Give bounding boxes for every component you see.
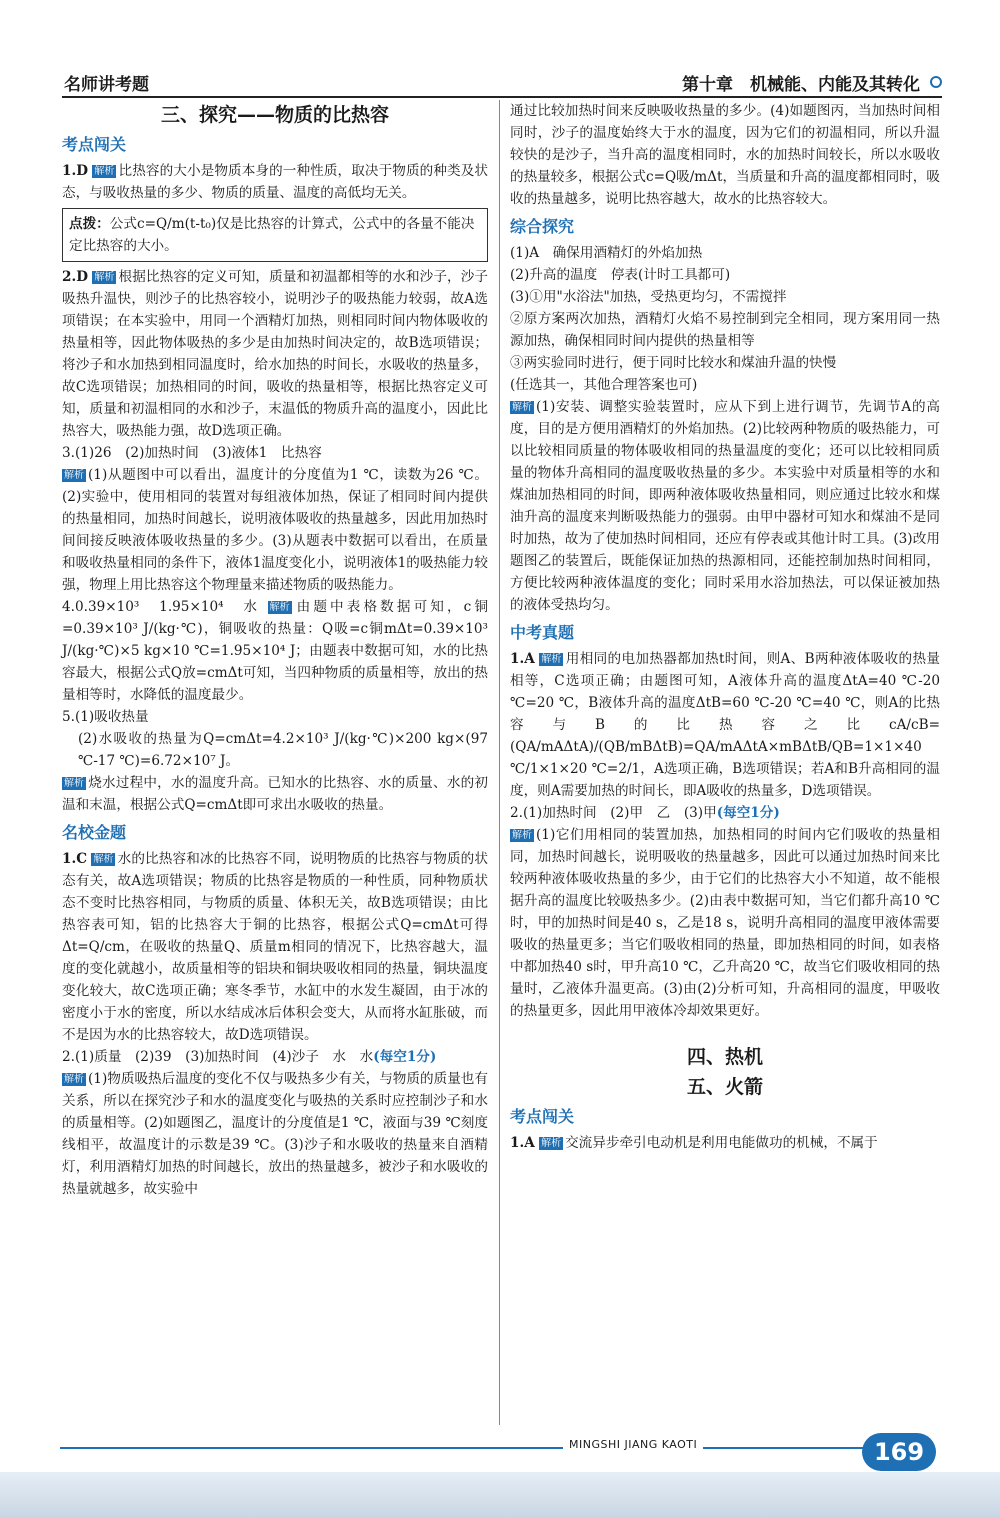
answer-item <box>62 596 488 706</box>
spacer <box>510 1022 940 1042</box>
answer-text: 水的比热容和冰的比热容不同，说明物质的比热容与物质的状态有关，故A选项错误；物质的比热容是物质的一种性质，同种物质状态不变时比热容相同，与物质的质量、体积无关，故B选项错误；由比热容表可知，铝的比热容大于铜的比热容，根据公式Q=cmΔt可得Δt=Q/cm，在吸收的热量Q、质量m相同的情况下，比热容越大，温度的变化就越小，故质量相等的铝块和铜块吸收相同的热量，铜块温度变化较大，故C选项正确；寒冬季节，水缸中的水发生凝固，由于冰的密度小于水的密度，所以水结成冰后体积会变大，从而将水缸胀破，而不是因为水的比热容较大，故D选项错误。 <box>62 851 488 1043</box>
answer-item: ③两实验同时进行，便于同时比较水和煤油升温的快慢 <box>510 355 837 371</box>
answer-item <box>510 1132 940 1154</box>
answer-text: (1)物质吸热后温度的变化不仅与吸热多少有关，与物质的质量也有关系，所以在探究沙子和水的温度变化与吸热的关系时应控制沙子和水的质量相等。(2)如题图乙，温度计的分度值是1 ℃，液面与39 ℃刻度线相平，故温度计的示数是39 ℃。(3)沙子和水吸收的热量来自酒精灯，利用酒精灯加热的时间越长，放出的热量越多，被沙子和水吸收的热量就越多，故实验中 <box>62 1071 488 1197</box>
answer-item: (1)A 确保用酒精灯的外焰加热 <box>510 245 703 261</box>
answer-item <box>62 464 488 596</box>
answer-number: 1.A <box>510 651 535 667</box>
answer-text: 交流异步牵引电动机是利用电能做功的机械，不属于 <box>565 1135 878 1151</box>
answer-text: 用相同的电加热器都加热t时间，则A、B两种液体吸收的热量相等，C选项正确；由题图可知，A液体升高的温度ΔtA=40 ℃-20 ℃=20 ℃，B液体升高的温度ΔtB=60 ℃-20 ℃=40 ℃，则A的比热容与B的比热容之比cA/cB=(QA/mAΔtA)/(QB/mBΔtB)=QA/mAΔtA×mBΔtB/QB=1×1×40 ℃/1×1×20 ℃=2/1，A选项正确，B选项错误；若A和B升高相同的温度，则A需要加热的时间长，即A吸收的热量多，D选项错误。 <box>510 651 940 799</box>
answer-item <box>62 772 488 816</box>
header-chapter-title: 第十章 机械能、内能及其转化 <box>682 75 920 95</box>
analysis-tag: 解析 <box>94 166 115 177</box>
answer-text: (1)从题图中可以看出，温度计的分度值为1 ℃，读数为26 ℃。(2)实验中，使用相同的装置对每组液体加热，保证了相同时间内提供的热量相同，加热时间越长，说明液体吸收的热量越多，因此用加热时间间接反映液体吸收热量的多少。(3)从题表中数据可以看出，在质量和吸收热量相同的条件下，液体1温度变化小，说明液体1的吸热能力较强，物理上用比热容这个物理量来描述物质的吸热能力。 <box>62 467 488 593</box>
score-note: (每空1分) <box>373 1049 437 1065</box>
answer-text: 由题中表格数据可知，c铜=0.39×10³ J/(kg·℃)，铜吸收的热量：Q吸=c铜mΔt=0.39×10³ J/(kg·℃)×5 kg×10 ℃=1.95×10⁴ J；由题表中数据可知，水的比热容最大，根据公式Q放=cmΔt可知，当四种物质的质量相等，放出的热量相等时，水降低的温度最少。 <box>62 599 488 703</box>
column-divider <box>499 100 500 1425</box>
header-rule <box>62 96 942 98</box>
answer-item <box>62 1046 488 1068</box>
answer-text: (1)安装、调整实验装置时，应从下到上进行调节，先调节A的高度，目的是方便用酒精灯的外焰加热。(2)比较两种物质的吸热能力，可以比较相同质量的物体吸收相同的热量温度的变化；还可以比较相同质量的物体升高相同的温度吸收热量的多少。本实验中对质量相等的水和煤油加热相同的时间，即两种液体吸收热量相同，则应通过比较水和煤油升高的温度来判断吸热能力的强弱。由甲中器材可知水和煤油不是同时加热，故为了使加热时间相同，还应有停表或其他计时工具。(3)改用题图乙的装置后，既能保证加热的热源相同，还能控制加热时间相同，方便比较两种液体温度的变化；同时采用水浴加热法，可以保证被加热的液体受热均匀。 <box>510 399 940 613</box>
header-dot-icon <box>930 76 942 88</box>
section-title: 三、探究——物质的比热容 <box>160 104 389 126</box>
tip-box <box>62 208 488 262</box>
tip-label: 点拨： <box>69 216 110 232</box>
answer-item <box>62 848 488 1046</box>
answer-number: 2.(1)质量 (2)39 (3)加热时间 (4)沙子 水 水 <box>62 1049 374 1065</box>
answer-number: 3.(1)26 (2)加热时间 (3)液体1 比热容 <box>62 445 322 461</box>
answer-number: 4.0.39×10³ 1.95×10⁴ 水 <box>62 599 261 615</box>
analysis-tag: 解析 <box>94 272 115 283</box>
answer-number: 1.A <box>510 1135 535 1151</box>
analysis-tag: 解析 <box>512 402 532 413</box>
footer-rule <box>60 1447 880 1449</box>
answer-text: 烧水过程中，水的温度升高。已知水的比热容、水的质量、水的初温和末温，根据公式Q=cmΔt即可求出水吸收的热量。 <box>62 775 488 813</box>
subsection-title: 名校金题 <box>62 823 127 842</box>
answer-number: 1.C <box>62 851 88 867</box>
answer-item <box>62 442 488 464</box>
section-title: 五、火箭 <box>686 1076 763 1098</box>
analysis-tag: 解析 <box>541 654 562 665</box>
tip-text: 公式c=Q/m(t-t₀)仅是比热容的计算式，公式中的各量不能决定比热容的大小。 <box>69 216 475 254</box>
subsection-title: 中考真题 <box>510 623 575 642</box>
page-number: 169 <box>862 1433 936 1471</box>
answer-item: ②原方案两次加热，酒精灯火焰不易控制到完全相同，现方案用同一热源加热，确保相同时间内提供的热量相等 <box>510 311 940 349</box>
answer-item <box>62 266 488 442</box>
footer-brand: MINGSHI JIANG KAOTI <box>563 1438 703 1451</box>
subsection-title: 考点闯关 <box>510 1107 575 1126</box>
score-note: (每空1分) <box>716 805 780 821</box>
answer-item <box>62 1068 488 1200</box>
answer-number: 2.D <box>62 269 88 285</box>
subsection-title: 考点闯关 <box>62 135 127 154</box>
answer-item <box>510 802 940 824</box>
answer-text: 根据比热容的定义可知，质量和初温都相等的水和沙子，沙子吸热升温快，则沙子的比热容较小，说明沙子的吸热能力较弱，故A选项错误；在本实验中，用同一个酒精灯加热，则相同时间内物体吸收的热量相等，因此物体吸热的多少是由加热时间决定的，故B选项错误；将沙子和水加热到相同温度时，给水加热的时间长，水吸收的热量多，故C选项错误；加热相同的时间，吸收的热量相等，根据比热容定义可知，质量和初温相同的水和沙子，末温低的物质升高的温度小，因此比热容大，吸热能力强，故D选项正确。 <box>62 269 488 439</box>
answer-item <box>510 396 940 616</box>
analysis-tag: 解析 <box>541 1138 562 1149</box>
answer-item: (2)升高的温度 停表(计时工具都可) <box>510 267 731 283</box>
answer-text: (1)它们用相同的装置加热，加热相同的时间内它们吸收的热量相同，加热时间越长，说明吸收的热量越多，因此可以通过加热时间来比较两种液体吸收热量的多少，由于它们的比热容大小不知道，故不能根据升高的温度比较吸热多少。(2)由表中数据可知，当它们都升高10 ℃时，甲的加热时间是40 s，乙是18 s，说明升高相同的温度甲液体需要吸收的热量更多；当它们吸收相同的热量，即加热相同的时间，如表格中都加热40 s时，甲升高10 ℃，乙升高20 ℃，故当它们吸收相同的热量时，乙液体升温更高。(3)由(2)分析可知，升高相同的温度，甲吸收的热量更多，因此用甲液体冷却效果更好。 <box>510 827 940 1019</box>
footer-band <box>0 1472 1000 1517</box>
left-column <box>62 100 488 1200</box>
answer-item <box>510 824 940 1022</box>
analysis-tag: 解析 <box>512 830 532 841</box>
analysis-tag: 解析 <box>64 1074 84 1085</box>
header-book-title: 名师讲考题 <box>64 75 149 95</box>
answer-number: 1.D <box>62 163 88 179</box>
subsection-title: 综合探究 <box>510 217 575 236</box>
answer-text: 比热容的大小是物质本身的一种性质，取决于物质的种类及状态，与吸收热量的多少、物质的质量、温度的高低均无关。 <box>62 163 488 201</box>
section-title: 四、热机 <box>686 1046 763 1068</box>
answer-item: (2)水吸收的热量为Q=cmΔt=4.2×10³ J/(kg·℃)×200 kg×(97 ℃-17 ℃)=6.72×10⁷ J。 <box>78 731 488 769</box>
answer-item: (3)①用"水浴法"加热，受热更均匀，不需搅拌 <box>510 289 787 305</box>
analysis-tag: 解析 <box>93 854 114 865</box>
analysis-tag: 解析 <box>64 778 84 789</box>
analysis-tag: 解析 <box>269 602 290 613</box>
answer-item: (任选其一，其他合理答案也可) <box>510 377 698 393</box>
analysis-tag: 解析 <box>64 470 84 481</box>
answer-item: 5.(1)吸收热量 <box>62 709 149 725</box>
answer-item <box>510 648 940 802</box>
right-column <box>510 100 940 1154</box>
answer-item <box>62 160 488 204</box>
answer-item: 通过比较加热时间来反映吸收热量的多少。(4)如题图丙，当加热时间相同时，沙子的温度始终大于水的温度，因为它们的初温相同，所以升温较快的是沙子，当升高的温度相同时，水的加热时间较长，所以水吸收的热量较多，根据公式c=Q吸/mΔt，当质量和升高的温度都相同时，吸收的热量越多，说明比热容越大，故水的比热容较大。 <box>510 103 940 207</box>
answer-number: 2.(1)加热时间 (2)甲 乙 (3)甲 <box>510 805 717 821</box>
